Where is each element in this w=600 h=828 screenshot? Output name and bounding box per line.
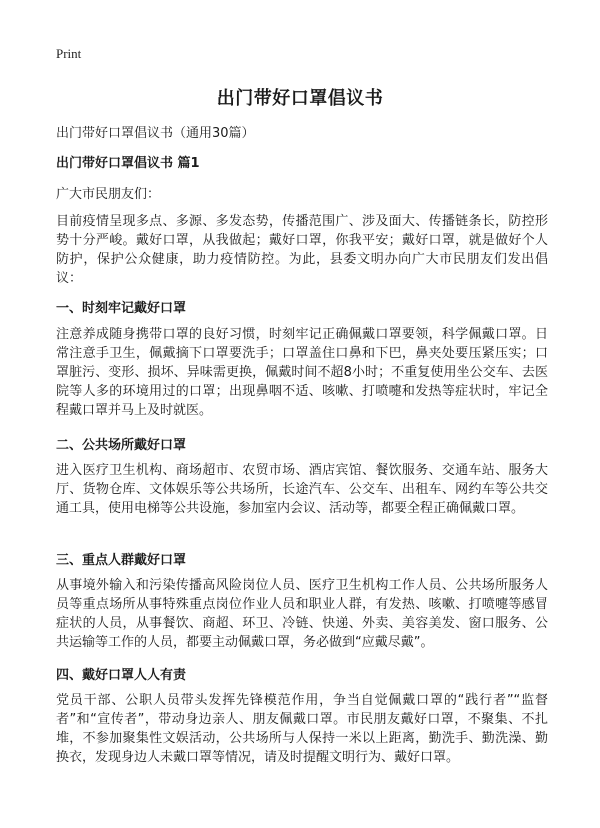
part-heading: 出门带好口罩倡议书 篇1	[56, 156, 200, 171]
section-heading-2: 二、公共场所戴好口罩	[56, 438, 187, 453]
section-body-1: 注意养成随身携带口罩的良好习惯，时刻牢记正确佩戴口罩要领，科学佩戴口罩。日常注意手卫生，佩戴摘下口罩要洗手；口罩盖住口鼻和下巴，鼻夹处要压紧压实；口罩脏污、变形、损坏、异味需更换，佩戴时间不超8小时；不重复使用坐公交车、去医院等人多的环境用过的口罩；出现鼻咽不适、咳嗽、打喷嚏和发热等症状时，牢记全程戴口罩并马上及时就医。	[56, 327, 548, 418]
section-body-2: 进入医疗卫生机构、商场超市、农贸市场、酒店宾馆、餐饮服务、交通车站、服务大厅、货物仓库、文体娱乐等公共场所，长途汽车、公交车、出租车、网约车等公共交通工具，使用电梯等公共设施，参加室内会议、活动等，都要全程正确佩戴口罩。	[56, 463, 548, 516]
document-subtitle: 出门带好口罩倡议书（通用30篇）	[56, 126, 255, 141]
section-heading-1: 一、时刻牢记戴好口罩	[56, 301, 187, 316]
section-body-4: 党员干部、公职人员带头发挥先锋模范作用，争当自觉佩戴口罩的“践行者”“监督者”和“宣传者”，带动身边亲人、朋友佩戴口罩。市民朋友戴好口罩，不聚集、不扎堆，不参加聚集性文娱活动，公共场所与人保持一米以上距离，勤洗手、勤洗澡、勤换衣，发现身边人未戴口罩等情况，请及时提醒文明行为、戴好口罩。	[56, 693, 548, 765]
section-heading-4: 四、戴好口罩人人有责	[56, 668, 187, 683]
section-heading-3: 三、重点人群戴好口罩	[56, 553, 187, 568]
greeting-line: 广大市民朋友们：	[56, 187, 161, 202]
document-title: 出门带好口罩倡议书	[216, 88, 384, 109]
print-label[interactable]: Print	[56, 46, 82, 61]
section-body-3: 从事境外输入和污染传播高风险岗位人员、医疗卫生机构工作人员、公共场所服务人员等重点场所从事特殊重点岗位作业人员和职业人群，有发热、咳嗽、打喷嚏等感冒症状的人员，从事餐饮、商超、环卫、冷链、快递、外卖、美容美发、窗口服务、公共运输等工作的人员，都要主动佩戴口罩，务必做到“应戴尽戴”。	[56, 578, 548, 650]
intro-paragraph: 目前疫情呈现多点、多源、多发态势，传播范围广、涉及面大、传播链条长，防控形势十分严峻。戴好口罩，从我做起；戴好口罩，你我平安；戴好口罩，就是做好个人防护，保护公众健康，助力疫情防控。为此，县委文明办向广大市民朋友们发出倡议：	[56, 214, 548, 286]
